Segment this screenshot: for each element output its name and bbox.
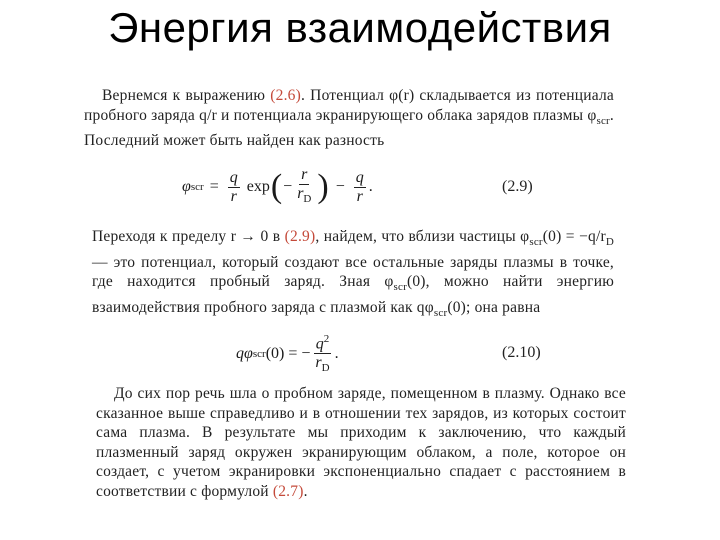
paragraph-intro-text-1: Вернемся к выражению [102, 87, 271, 104]
equation-reference-2-7: (2.7) [272, 482, 304, 500]
eq1-exp: exp [246, 178, 270, 196]
paragraph-conclusion-text-1: До сих пор речь шла о пробном заряде, помещенном в плазму. Однако все сказанное выше справедливо и в отношении тех зарядов, из которых состоит сама плазма. В результате мы приходим к заключению, что каждый плазменный заряд окружен экранирующим облаком, а поле, которое он создает, с учетом экранировки экспоненциально спадает с расстоянием в соответствии с формулой [96, 385, 626, 500]
subscript-scr: scr [433, 306, 448, 319]
subscript-scr: scr [393, 281, 407, 294]
eq1-equals: = [209, 178, 219, 196]
subscript-scr: scr [596, 114, 610, 127]
eq1-period: . [368, 178, 373, 196]
equation-2-9 [182, 166, 373, 208]
paragraph-limit-text-6: (0); она равна [447, 298, 541, 316]
paragraph-limit-text-3: (0) = −q/r [542, 228, 606, 245]
paragraph-limit-text-2: , найдем, что вблизи частицы φ [315, 228, 530, 245]
paragraph-limit-text-1: Переходя к пределу r → 0 в [92, 228, 285, 245]
eq2-fraction-q2-over-rd: $\frac{q^2}{r_D}$ [313, 330, 331, 378]
equation-number-2-9: (2.9) [502, 178, 533, 195]
slide-title: Энергия взаимодействия [108, 4, 612, 51]
eq1-fraction-q-over-r: $\frac{q}{r}$ [229, 168, 238, 205]
eq1-lhs-sub: scr [190, 181, 204, 194]
paragraph-intro-text-2: . Потенциал φ(r) складывается из потенциала пробного заряда q/r и потенциала экранирующего облака зарядов плазмы φ [84, 87, 615, 124]
eq1-minus-2: − [335, 178, 345, 196]
paragraph-intro [84, 86, 614, 151]
paragraph-limit-text-5: (0), можно найти энергию взаимодействия пробного заряда с плазмой как qφ [92, 273, 614, 316]
eq1-lhs: φ [182, 178, 191, 196]
equation-reference-2-6: (2.6) [270, 87, 301, 104]
paragraph-limit [92, 227, 614, 323]
paragraph-conclusion [96, 384, 626, 501]
eq1-right-paren: ) [317, 168, 329, 206]
eq2-lhs-sub: scr [252, 347, 266, 360]
subscript-scr: scr [529, 236, 543, 249]
eq2-lhs-arg: (0) = − [265, 344, 311, 362]
eq2-period: . [334, 344, 339, 362]
eq1-left-paren: ( [270, 168, 283, 206]
eq1-minus: − [283, 178, 293, 196]
eq2-lhs: qφ [236, 344, 253, 362]
subscript-d: D [605, 236, 615, 249]
eq1-fraction-q-over-r-2: $\frac{q}{r}$ [355, 168, 364, 205]
equation-number-2-10: (2.10) [502, 344, 541, 361]
eq1-fraction-r-over-rd: $\frac{r}{r_D}$ [297, 166, 312, 206]
paragraph-conclusion-text-2: . [303, 482, 308, 500]
equation-reference-2-9: (2.9) [284, 228, 316, 245]
equation-2-10 [236, 330, 339, 378]
paragraph-limit-text-4: — это потенциал, который создают все остальные заряды плазмы в точке, где находится пробный заряд. Зная φ [92, 253, 614, 291]
paragraph-intro-text-3: . Последний может быть найден как разность [84, 106, 614, 150]
